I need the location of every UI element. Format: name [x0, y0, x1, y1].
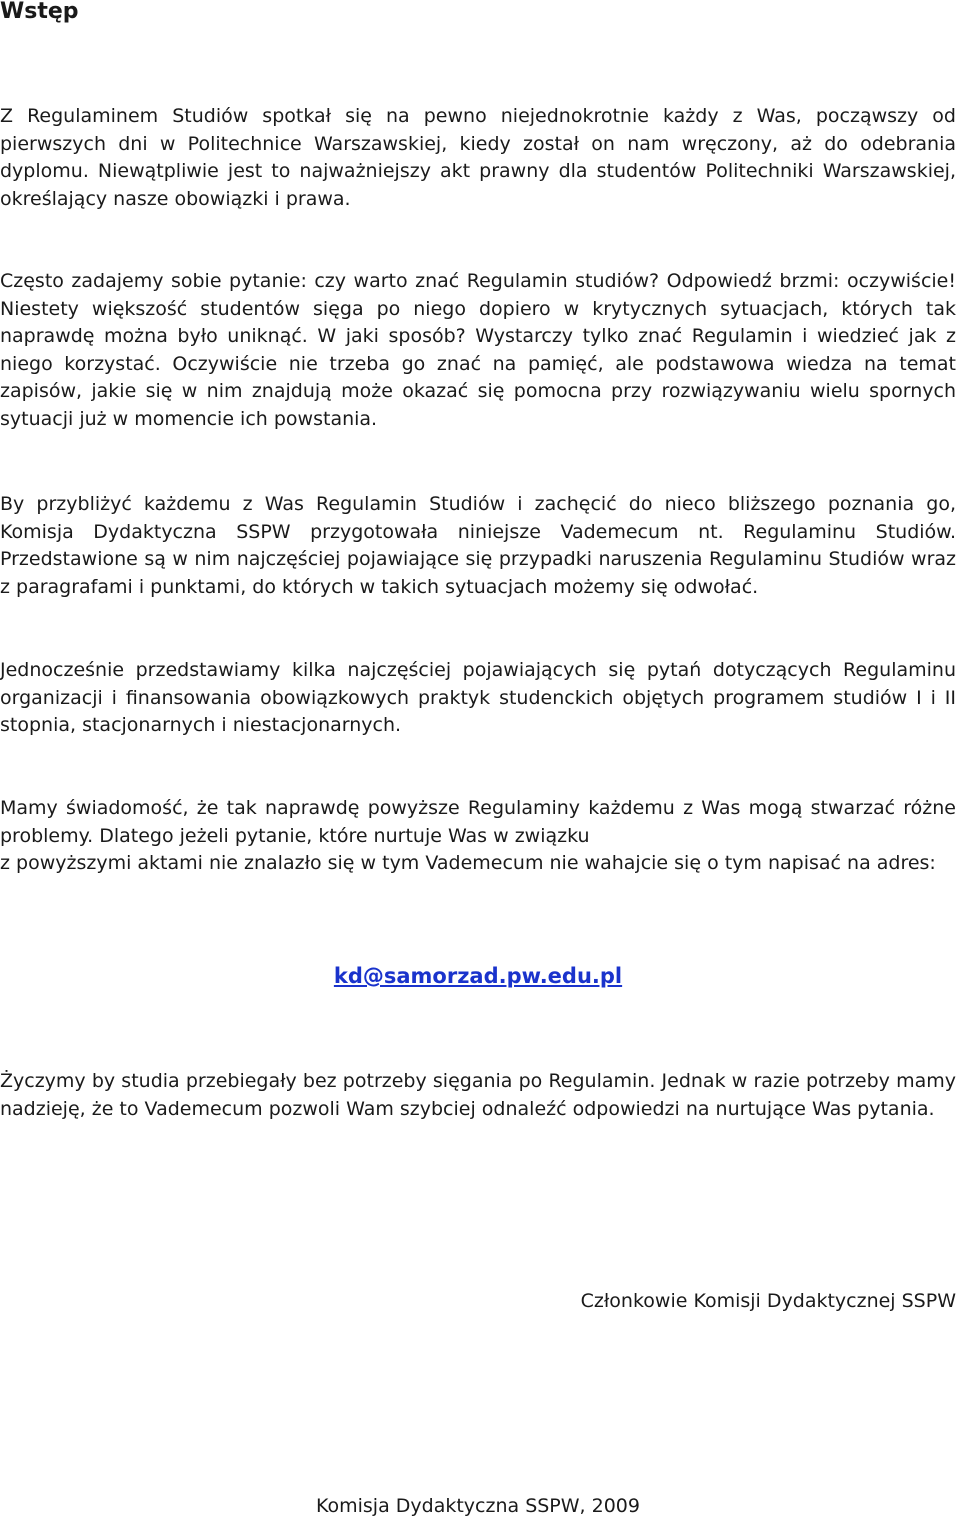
email-container [0, 962, 956, 990]
contact-paragraph-part-1: Mamy świadomość, że tak naprawdę powyższe Regulaminy każdemu z Was mogą stwarzać różne problemy. Dlatego jeżeli pytanie, które nurtuje Was w związku [0, 797, 956, 847]
contact-paragraph [0, 795, 956, 878]
question-paragraph: Często zadajemy sobie pytanie: czy warto znać Regulamin studiów? Odpowiedź brzmi: oczywiście! Niestety większość studentów sięga po niego dopiero w krytycznych sytuacjach, których tak naprawdę można było uniknąć. W jaki sposób? Wystarczy tylko znać Regulamin i wiedzieć jak z niego korzystać. Oczywiście nie trzeba go znać na pamięć, ale podstawowa wiedza na temat zapisów, jakie się w nim znajdują może okazać się pomocna przy rozwiązywaniu wielu spornych sytuacji już w momencie ich powstania. [0, 270, 956, 430]
contact-paragraph-part-2: z powyższymi aktami nie znalazło się w tym Vademecum nie wahajcie się o tym napisać na adres: [0, 852, 936, 875]
intro-paragraph: Z Regulaminem Studiów spotkał się na pewno niejednokrotnie każdy z Was, począwszy od pierwszych dni w Politechnice Warszawskiej, kiedy został on nam wręczony, aż do odebrania dyplomu. Niewątpliwie jest to najważniejszy akt prawny dla studentów Politechniki Warszawskiej, określający nasze obowiązki i prawa. [0, 105, 956, 210]
vademecum-paragraph: By przybliżyć każdemu z Was Regulamin Studiów i zachęcić do nieco bliższego poznania go, Komisja Dydaktyczna SSPW przygotowała niniejsze Vademecum nt. Regulaminu Studiów. Przedstawione są w nim najczęściej pojawiające się przypadki naruszenia Regulaminu Studiów wraz z paragrafami i punktami, do których w takich sytuacjach możemy się odwołać. [0, 493, 956, 598]
page-title: Wstęp [0, 0, 79, 24]
internship-paragraph: Jednocześnie przedstawiamy kilka najczęściej pojawiających się pytań dotyczących Regulaminu organizacji i finansowania obowiązkowych praktyk studenckich objętych programem studiów I i II stopnia, stacjonarnych i niestacjonarnych. [0, 659, 956, 737]
email-link[interactable]: kd@samorzad.pw.edu.pl [333, 964, 623, 988]
signature: Członkowie Komisji Dydaktycznej SSPW [580, 1290, 956, 1312]
page-footer: Komisja Dydaktyczna SSPW, 2009 [315, 1495, 640, 1517]
closing-paragraph: Życzymy by studia przebiegały bez potrzeby sięgania po Regulamin. Jednak w razie potrzeby mamy nadzieję, że to Vademecum pozwoli Wam szybciej odnaleźć odpowiedzi na nurtujące Was pytania. [0, 1070, 956, 1120]
